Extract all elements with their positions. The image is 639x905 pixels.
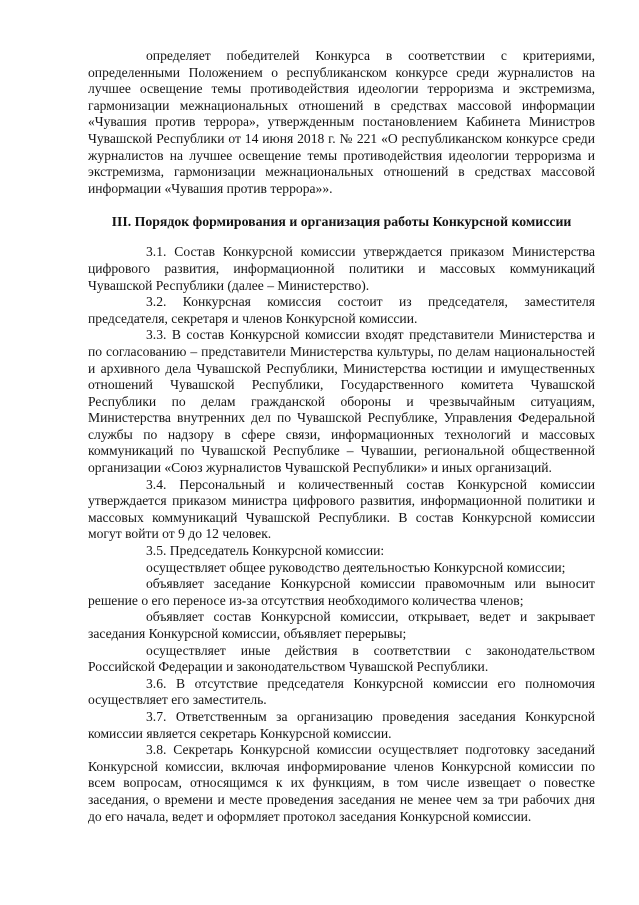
paragraph-3-3: 3.3. В состав Конкурсной комиссии входят представители Министерства и по согласованию – представители Министерства культуры, по делам национальностей и архивного дела Чувашской Республики, Министерства юстиции и имущественных отношений Чувашской Республики, Государственного комитета Чувашской Республики по делам гражданской обороны и чрезвычайным ситуациям, Министерства внутренних дел по Чувашской Республике, Управления Федеральной службы по надзору в сфере связи, информационных технологий и массовых коммуникаций по Чувашской Республике – Чувашии, региональной общественной организации «Союз журналистов Чувашской Республики» и иных организаций. bbox=[88, 327, 595, 476]
paragraph-3-5: 3.5. Председатель Конкурсной комиссии: bbox=[146, 543, 385, 559]
paragraph-3-8: 3.8. Секретарь Конкурсной комиссии осуществляет подготовку заседаний Конкурсной комиссии, включая информирование членов Конкурсной комиссии по всем вопросам, относящимся к их функциям, в том числе извещает о повестке заседания, о времени и месте проведения заседания не менее чем за три рабочих дня до его начала, ведет и оформляет протокол заседания Конкурсной комиссии. bbox=[88, 742, 595, 824]
paragraph-3-5-item-1: осуществляет общее руководство деятельностью Конкурсной комиссии; bbox=[146, 559, 566, 575]
intro-paragraph: определяет победителей Конкурса в соответствии с критериями, определенными Положением о республиканском конкурсе среди журналистов на лучшее освещение темы противодействия идеологии терроризма и экстремизма, гармонизации межнациональных отношений в средствах массовой информации «Чувашия против террора», утвержденным постановлением Кабинета Министров Чувашской Республики от 14 июня 2018 г. № 221 «О республиканском конкурсе среди журналистов на лучшее освещение темы противодействия идеологии терроризма и экстремизма, гармонизации межнациональных отношений в средствах массовой информации «Чувашия против террора»». bbox=[88, 48, 595, 196]
paragraph-3-7: 3.7. Ответственным за организацию проведения заседания Конкурсной комиссии является секретарь Конкурсной комиссии. bbox=[88, 708, 595, 741]
section-heading: III. Порядок формирования и организация работы Конкурсной комиссии bbox=[111, 214, 572, 230]
paragraph-3-6: 3.6. В отсутствие председателя Конкурсной комиссии его полномочия осуществляет его заместитель. bbox=[88, 675, 595, 708]
document-page bbox=[88, 48, 595, 825]
paragraph-3-4: 3.4. Персональный и количественный состав Конкурсной комиссии утверждается приказом министра цифрового развития, информационной политики и массовых коммуникаций Чувашской Республики. В состав Конкурсной комиссии могут войти от 9 до 12 человек. bbox=[88, 476, 595, 542]
paragraph-3-1: 3.1. Состав Конкурсной комиссии утверждается приказом Министерства цифрового развития, информационной политики и массовых коммуникаций Чувашской Республики (далее – Министерство). bbox=[88, 244, 595, 293]
paragraph-3-5-item-4: осуществляет иные действия в соответствии с законодательством Российской Федерации и законодательством Чувашской Республики. bbox=[88, 642, 595, 675]
paragraph-3-5-item-3: объявляет состав Конкурсной комиссии, открывает, ведет и закрывает заседания Конкурсной комиссии, объявляет перерывы; bbox=[88, 609, 595, 641]
paragraph-3-5-item-2: объявляет заседание Конкурсной комиссии правомочным или выносит решение о его переносе из-за отсутствия необходимого количества членов; bbox=[88, 576, 595, 608]
paragraph-3-2: 3.2. Конкурсная комиссия состоит из председателя, заместителя председателя, секретаря и членов Конкурсной комиссии. bbox=[88, 294, 595, 326]
